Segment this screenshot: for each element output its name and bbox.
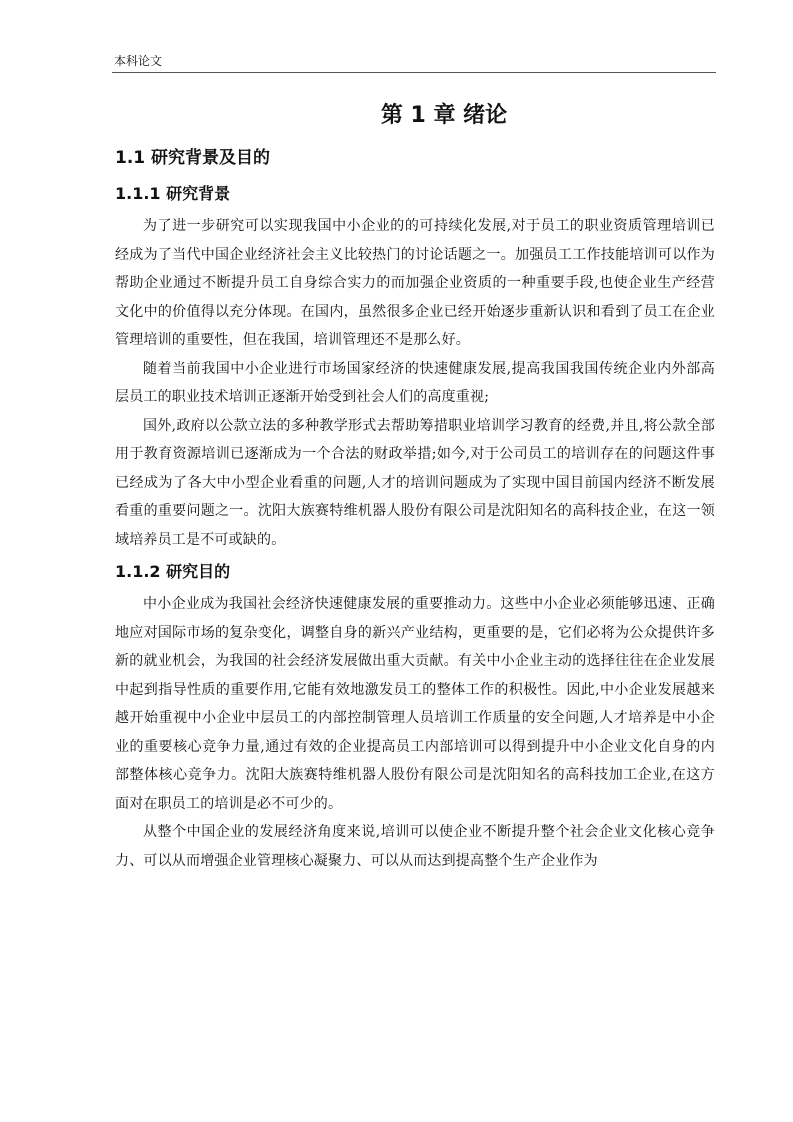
paragraph: 中小企业成为我国社会经济快速健康发展的重要推动力。这些中小企业必须能够迅速、正确地应对国际市场的复杂变化，调整自身的新兴产业结构，更重要的是，它们必将为公众提供许多新的就业机会，为我国的社会经济发展做出重大贡献。有关中小企业主动的选择往往在企业发展中起到指导性质的重要作用,它能有效地激发员工的整体工作的积极性。因此,中小企业发展越来越开始重视中小企业中层员工的内部控制管理人员培训工作质量的安全问题,人才培养是中小企业的重要核心竞争力量,通过有效的企业提高员工内部培训可以得到提升中小企业文化自身的内部整体核心竞争力。沈阳大族赛特维机器人股份有限公司是沈阳知名的高科技加工企业,在这方面对在职员工的培训是必不可少的。 [115, 596, 715, 812]
document-body [115, 96, 715, 875]
subsection-heading-1-1-1: 1.1.1 研究背景 [115, 184, 231, 203]
section-heading-1-1: 1.1 研究背景及目的 [115, 148, 271, 168]
subsection-heading-1-1-2: 1.1.2 研究目的 [115, 562, 231, 581]
paragraph: 随着当前我国中小企业进行市场国家经济的快速健康发展,提高我国我国传统企业内外部高层员工的职业技术培训正逐渐开始受到社会人们的高度重视; [115, 360, 715, 405]
paragraph: 从整个中国企业的发展经济角度来说,培训可以使企业不断提升整个社会企业文化核心竞争力、可以从而增强企业管理核心凝聚力、可以从而达到提高整个生产企业作为 [115, 824, 715, 869]
chapter-title: 第 1 章 绪论 [380, 103, 508, 128]
header-divider [112, 72, 716, 73]
paragraph: 国外,政府以公款立法的多种教学形式去帮助筹措职业培训学习教育的经费,并且,将公款全部用于教育资源培训已逐渐成为一个合法的财政举措;如今,对于公司员工的培训存在的问题这件事已经成为了各大中小型企业看重的问题,人才的培训问题成为了实现中国目前国内经济不断发展看重的重要问题之一。沈阳大族赛特维机器人股份有限公司是沈阳知名的高科技企业，在这一领域培养员工是不可或缺的。 [115, 417, 715, 548]
paragraph: 为了进一步研究可以实现我国中小企业的的可持续化发展,对于员工的职业资质管理培训已经成为了当代中国企业经济社会主义比较热门的讨论话题之一。加强员工工作技能培训可以作为帮助企业通过不断提升员工自身综合实力的而加强企业资质的一种重要手段,也使企业生产经营文化中的价值得以充分体现。在国内，虽然很多企业已经开始逐步重新认识和看到了员工在企业管理培训的重要性，但在我国，培训管理还不是那么好。 [115, 218, 715, 348]
running-header: 本科论文 [114, 54, 163, 68]
